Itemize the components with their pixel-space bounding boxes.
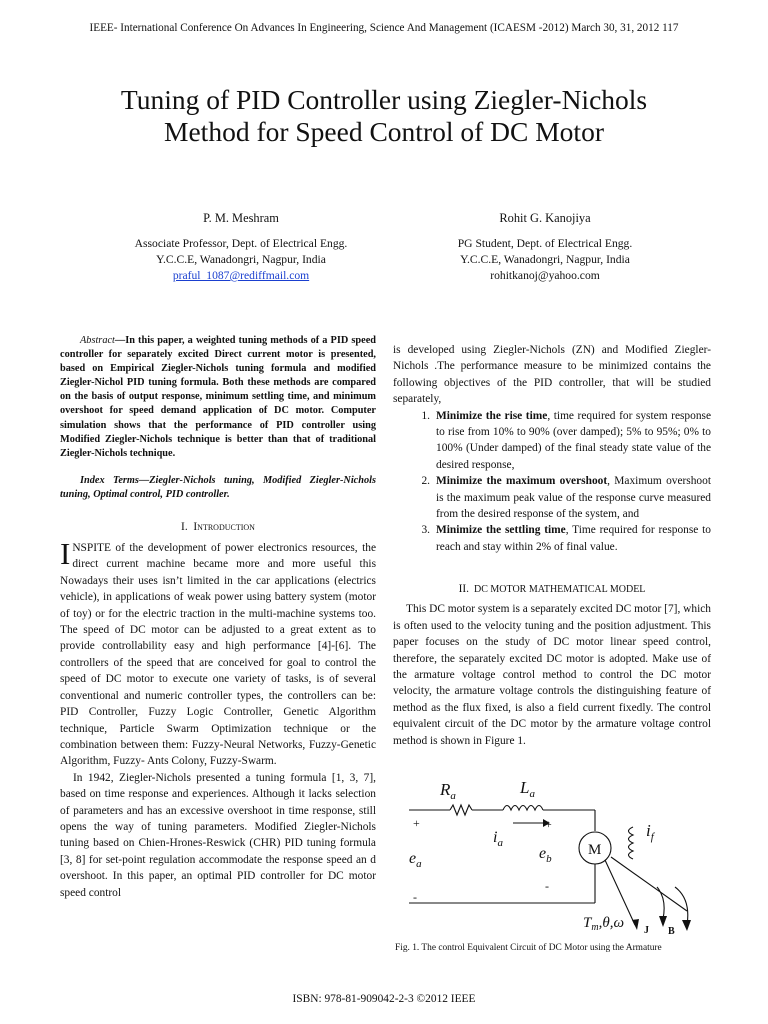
- item-text: , Time required for response to reach and stay within 2% of final value.: [436, 524, 712, 553]
- left-column: [60, 334, 376, 901]
- objective-item: [413, 473, 711, 522]
- field-winding-symbol: [629, 827, 634, 859]
- plus-sign: +: [413, 816, 420, 830]
- author-institution: Y.C.C.E, Wanadongri, Nagpur, India: [460, 253, 630, 266]
- abstract-text: —In this paper, a weighted tuning methods of a PID speed controller for separately excited Direct current motor is presented, based on Empirical Ziegler-Nichols tuning formula and modified Ziegler-Nichol PID tuning formula. Both these methods are compared on the basis of output response, minimum settling time, and minimum overshoot for speed demand application of DC motor. Computer simulation shows that the performance of PID controller using Modified Ziegler-Nichols technique is better than that of traditional Ziegler-Nichols technique.: [60, 335, 376, 459]
- back-emf-label: $e_b$: [539, 845, 552, 865]
- item-text: , time required for system response to rise from 10% to 90% (over damped); 5% to 95%; 0% to 100% (Under damped) of the final steady state value of the desired response,: [436, 409, 712, 471]
- section-number: II.: [458, 583, 470, 596]
- objective-item: [413, 408, 711, 474]
- abstract-label: Abstract: [80, 335, 115, 346]
- objectives-list: [393, 408, 711, 556]
- author-institution: Y.C.C.E, Wanadongri, Nagpur, India: [156, 253, 326, 266]
- intro-paragraph-1: [60, 536, 376, 770]
- load-arc: [675, 887, 688, 925]
- intro-paragraph-2: In 1942, Ziegler-Nichols presented a tuning formula [1, 3, 7], based on time response and experiences. Although it lacks selection of parameters and has an excessive overshoot in time response, still opens the way of tuning parameters. Modified Ziegler-Nichols tuning based on Chien-Hrones-Reswick (CHR) PID tuning formula [3, 8] for set-point regulation accommodate the response speed an d overshoot. In this paper, an optimal PID controller for DC motor speed control: [60, 771, 376, 899]
- author-name: P. M. Meshram: [203, 211, 279, 225]
- dc-motor-circuit-diagram: [395, 775, 715, 935]
- section-number: I.: [181, 521, 188, 534]
- figure-caption: Fig. 1. The control Equivalent Circuit of DC Motor using the Armature: [395, 943, 662, 953]
- author-block-2: [405, 210, 685, 284]
- author-affiliation: Associate Professor, Dept. of Electrical Engg.: [134, 237, 348, 250]
- supply-voltage-label: $e_a$: [409, 850, 422, 870]
- armature-current-label: $i_a$: [493, 829, 503, 849]
- section-2-heading: [393, 583, 711, 595]
- load-label: $T_m,\theta,\omega$: [583, 915, 625, 933]
- section-2-paragraph: This DC motor system is a separately excited DC motor [7], which is often used to the velocity tuning and the position adjustment. This paper focuses on the study of DC motor linear speed control, therefore, the separately excited DC motor is adopted. Make use of the armature voltage control method to control the DC motor velocity, the armature voltage controls the distinguishing feature of method as the flux fixed, is also a field current fixedly. The control equivalent circuit of the DC motor by the armature voltage control method is shown in Figure 1.: [393, 603, 711, 747]
- page-footer: ISBN: 978-81-909042-2-3 ©2012 IEEE: [292, 993, 476, 1005]
- inductor-symbol: [503, 806, 543, 811]
- section-title: DC MOTOR MATHEMATICAL MODEL: [474, 584, 646, 596]
- objectives-intro: is developed using Ziegler-Nichols (ZN) and Modified Ziegler-Nichols .The performance measure to be minimized contains the following objectives of the PID controller, that will be studied separately,: [393, 344, 711, 406]
- item-number: 1.: [421, 409, 430, 422]
- paper-title: [0, 84, 768, 148]
- minus-sign: -: [545, 879, 549, 893]
- right-column: [393, 342, 711, 749]
- load-arrow-head: [682, 920, 691, 931]
- resistance-label: $R_a$: [440, 780, 456, 802]
- minus-sign: -: [413, 890, 417, 904]
- abstract: [60, 334, 376, 461]
- item-text: , Maximum overshoot is the maximum peak value of the response curve measured from the desired response of the system, and: [436, 475, 711, 521]
- author-email-link[interactable]: praful_1087@rediffmail.com: [172, 269, 310, 282]
- index-terms: Index Terms—Ziegler-Nichols tuning, Modified Ziegler-Nichols tuning, Optimal control, PID controller.: [60, 474, 376, 500]
- item-bold: Minimize the rise time: [436, 409, 548, 422]
- drop-cap: I: [60, 536, 71, 572]
- item-bold: Minimize the maximum overshoot: [436, 475, 608, 488]
- item-number: 3.: [421, 524, 430, 537]
- friction-label: B: [668, 926, 675, 935]
- load-arrow-head: [659, 916, 667, 927]
- intro-text-1: NSPITE of the development of power electronics resources, the direct current machine became more and more useful this Nowadays their uses isn’t limited in the car applications (electrics vehicle), in applications of weak power using battery system (motor of toy) or for the electric traction in the multi-machine systems too. The speed of DC motor can be adjusted to a great extent as to provide controllability easy and high performance [4]-[6]. The controllers of the speed that are conceived for goal to control the speed of DC motor to execute one variety of tasks, is of several conventional and numeric controller types, the controllers can be: PID Controller, Fuzzy Logic Controller, Genetic Algorithm technique, Particle Swarm Optimization technique or the combination between them: Fuzzy-Neural Networks, Fuzzy-Genetic Algorithm, Fuzzy- Ants Colony, Fuzzy-Swarm.: [60, 542, 376, 768]
- running-header: IEEE- International Conference On Advances In Engineering, Science And Management (ICAESM -2012) March 30, 31, 2012 117: [89, 22, 679, 34]
- author-affiliation: PG Student, Dept. of Electrical Engg.: [457, 237, 633, 250]
- item-number: 2.: [421, 475, 430, 488]
- resistor-symbol: [450, 805, 472, 815]
- author-name: Rohit G. Kanojiya: [499, 211, 591, 225]
- field-current-label: $i_f$: [646, 821, 654, 843]
- item-bold: Minimize the settling time: [436, 524, 566, 537]
- author-email: rohitkanoj@yahoo.com: [490, 269, 600, 282]
- title-line-1: Tuning of PID Controller using Ziegler-Nichols: [120, 84, 648, 115]
- plus-sign: +: [545, 817, 552, 831]
- inertia-label: J: [644, 925, 649, 935]
- inductance-label: $L_a$: [520, 778, 535, 800]
- shaft-arrow-head: [632, 919, 639, 930]
- motor-label: M: [588, 842, 602, 858]
- title-line-2: Method for Speed Control of DC Motor: [164, 116, 604, 147]
- objective-item: [413, 522, 711, 555]
- load-arc: [657, 887, 664, 919]
- section-title: Introduction: [193, 521, 255, 534]
- author-block-1: [106, 210, 376, 284]
- section-1-heading: [60, 521, 376, 533]
